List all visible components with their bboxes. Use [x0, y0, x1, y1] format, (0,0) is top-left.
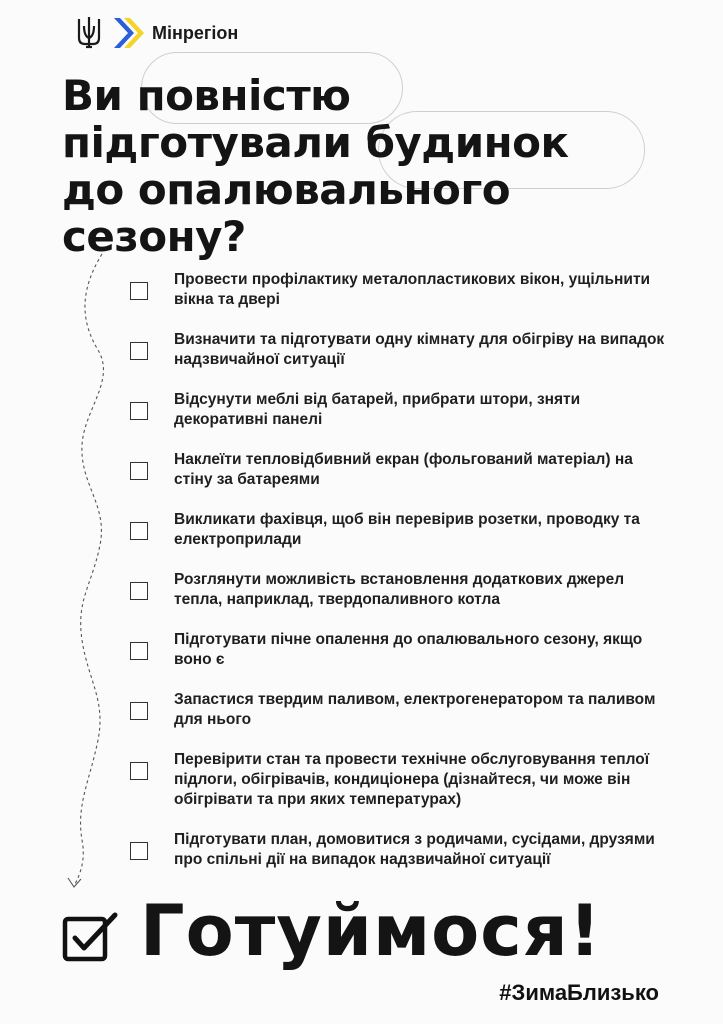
title-line: Ви повністю [62, 71, 351, 120]
checkbox[interactable] [130, 762, 148, 780]
dashed-wave-arrow [60, 250, 110, 900]
checklist-item-text: Підготувати пічне опалення до опалювального сезону, якщо воно є [174, 631, 643, 668]
title-line: сезону? [62, 212, 246, 261]
checkbox[interactable] [130, 702, 148, 720]
checklist-item [130, 690, 690, 730]
checklist-item [130, 570, 690, 610]
checklist-item [130, 330, 690, 370]
page-title [62, 72, 682, 260]
checklist-item-text: Викликати фахівця, щоб він перевірив розетки, проводку та електроприлади [174, 511, 640, 548]
checklist-item [130, 270, 690, 310]
checklist-item [130, 510, 690, 550]
checklist-item-text: Провести профілактику металопластикових вікон, ущільнити вікна та двері [174, 271, 651, 308]
checkbox[interactable] [130, 282, 148, 300]
slogan: Готуймося! [140, 890, 602, 972]
checkbox[interactable] [130, 402, 148, 420]
checklist-item [130, 750, 690, 810]
checklist-item-text: Підготувати план, домовитися з родичами, сусідами, друзями про спільні дії на випадок надзвичайної ситуації [174, 831, 655, 868]
title-line: до опалювального [62, 165, 511, 214]
checklist-item-text: Запастися твердим паливом, електрогенератором та паливом для нього [174, 691, 656, 728]
title-line: підготували будинок [62, 118, 569, 167]
checkbox[interactable] [130, 462, 148, 480]
checklist-item [130, 830, 690, 870]
checklist-item [130, 450, 690, 490]
checklist-item-text: Відсунути меблі від батарей, прибрати штори, зняти декоративні панелі [174, 391, 581, 428]
checkbox[interactable] [130, 522, 148, 540]
checklist-item [130, 390, 690, 430]
trident-icon [76, 16, 102, 50]
checkbox[interactable] [130, 342, 148, 360]
chevron-blue-yellow-icon [110, 16, 146, 50]
checklist-item [130, 630, 690, 670]
checklist-item-text: Розглянути можливість встановлення додаткових джерел тепла, наприклад, твердопаливного котла [174, 571, 625, 608]
checkbox[interactable] [130, 842, 148, 860]
checkbox[interactable] [130, 582, 148, 600]
checklist-item-text: Наклеїти тепловідбивний екран (фольгований матеріал) на стіну за батареями [174, 451, 633, 488]
checkbox[interactable] [130, 642, 148, 660]
checked-box-icon [62, 909, 120, 965]
logo-text: Мінрегіон [152, 22, 239, 43]
checklist-item-text: Перевірити стан та провести технічне обслуговування теплої підлоги, обігрівачів, кондиціонера (дізнайтеся, чи може він обігрівати та при яких температурах) [174, 751, 650, 808]
hashtag: #ЗимаБлизько [499, 980, 659, 1005]
header-logo [76, 12, 238, 54]
checklist-item-text: Визначити та підготувати одну кімнату для обігріву на випадок надзвичайної ситуації [174, 331, 665, 368]
